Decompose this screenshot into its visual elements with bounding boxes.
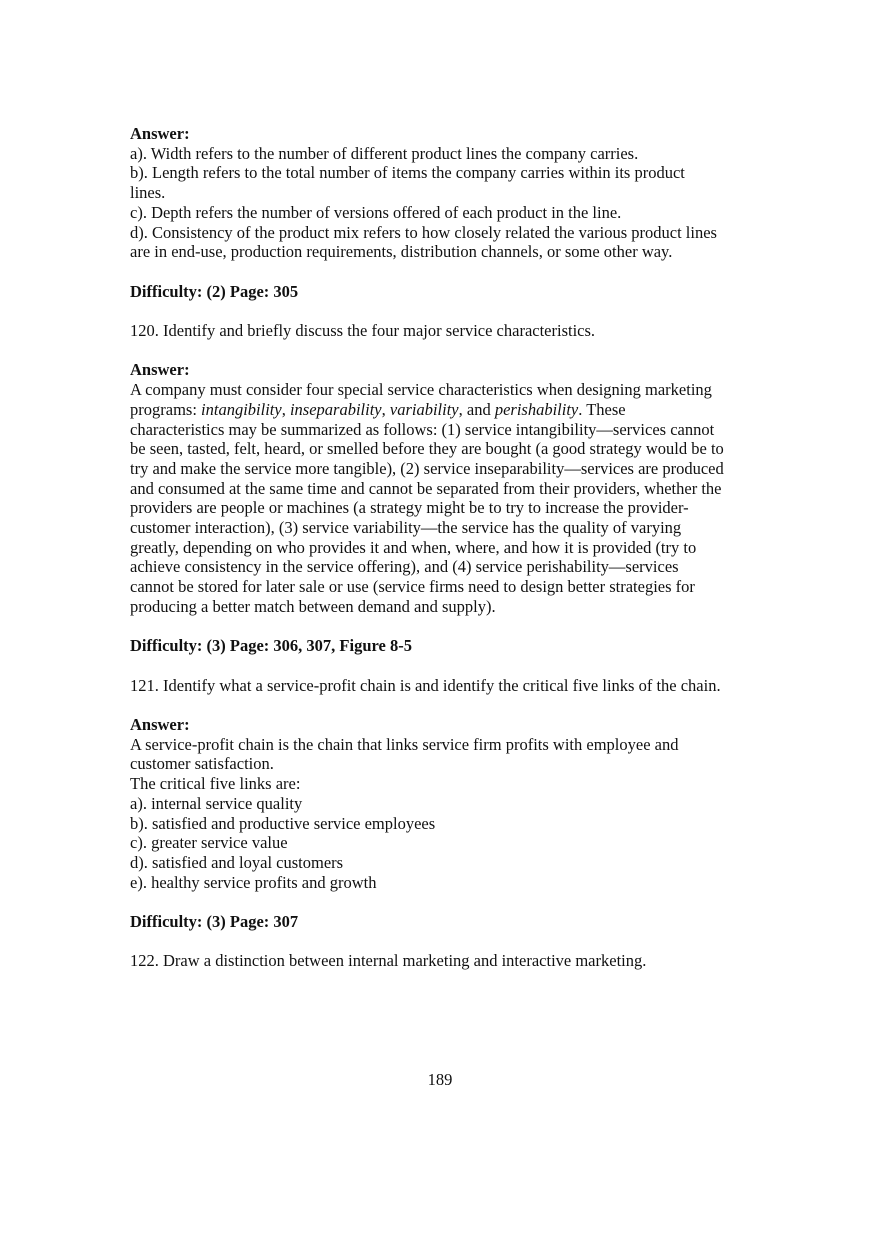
answer-line: A service-profit chain is the chain that links service firm profits with employee and (130, 734, 679, 754)
answer-line: c). greater service value (130, 833, 288, 853)
term-inseparability: inseparability (289, 399, 382, 419)
answer-line: b). satisfied and productive service employees (130, 813, 436, 833)
answer-line: be seen, tasted, felt, heard, or smelled before they are bought (a good strategy would be to (130, 439, 724, 459)
page-content (130, 124, 755, 971)
text-fragment: . These (578, 399, 626, 419)
term-intangibility: intangibility (201, 399, 282, 419)
answer-line: achieve consistency in the service offering), and (4) service perishability—services (130, 557, 679, 577)
text-fragment: , and (458, 399, 495, 419)
question-121: 121. Identify what a service-profit chain is and identify the critical five links of the chain. (130, 675, 721, 695)
answer-line: try and make the service more tangible), (2) service inseparability—services are produced (130, 458, 724, 478)
text-fragment: , (281, 399, 290, 419)
difficulty-line: Difficulty: (3) Page: 307 (130, 912, 299, 932)
answer-line: e). healthy service profits and growth (130, 872, 377, 892)
answer-line: and consumed at the same time and cannot be separated from their providers, whether the (130, 478, 722, 498)
answer-line: The critical five links are: (130, 774, 301, 794)
answer-line: producing a better match between demand and supply). (130, 596, 496, 616)
answer-line: d). satisfied and loyal customers (130, 852, 344, 872)
answer-line: lines. (130, 183, 166, 203)
answer-line: c). Depth refers the number of versions offered of each product in the line. (130, 202, 622, 222)
answer-label: Answer: (130, 360, 190, 380)
answer-line: providers are people or machines (a strategy might be to try to increase the provider- (130, 498, 689, 518)
text-fragment: , (381, 399, 390, 419)
answer-line: A company must consider four special service characteristics when designing marketing (130, 380, 712, 400)
question-122: 122. Draw a distinction between internal marketing and interactive marketing. (130, 951, 647, 971)
term-perishability: perishability (494, 399, 579, 419)
difficulty-line: Difficulty: (2) Page: 305 (130, 281, 299, 301)
term-variability: variability (389, 399, 459, 419)
answer-line: are in end-use, production requirements, distribution channels, or some other way. (130, 242, 673, 262)
answer-line: b). Length refers to the total number of items the company carries within its product (130, 163, 685, 183)
question-120: 120. Identify and briefly discuss the four major service characteristics. (130, 321, 596, 340)
answer-line: characteristics may be summarized as follows: (1) service intangibility—services cannot (130, 419, 715, 439)
answer-line: customer interaction), (3) service variability—the service has the quality of varying (130, 518, 682, 538)
difficulty-line: Difficulty: (3) Page: 306, 307, Figure 8-5 (130, 636, 412, 656)
answer-label: Answer: (130, 124, 190, 143)
text-fragment: programs: (130, 399, 202, 419)
answer-line: a). internal service quality (130, 793, 303, 813)
answer-line-with-terms (130, 400, 755, 420)
answer-line: d). Consistency of the product mix refers to how closely related the various product lines (130, 222, 717, 242)
answer-label: Answer: (130, 715, 190, 734)
answer-line: greatly, depending on who provides it and when, where, and how it is provided (try to (130, 537, 697, 557)
answer-line: cannot be stored for later sale or use (service firms need to design better strategies for (130, 577, 695, 597)
answer-line: a). Width refers to the number of different product lines the company carries. (130, 143, 639, 163)
answer-line: customer satisfaction. (130, 754, 274, 774)
page-number: 189 (427, 1070, 453, 1089)
